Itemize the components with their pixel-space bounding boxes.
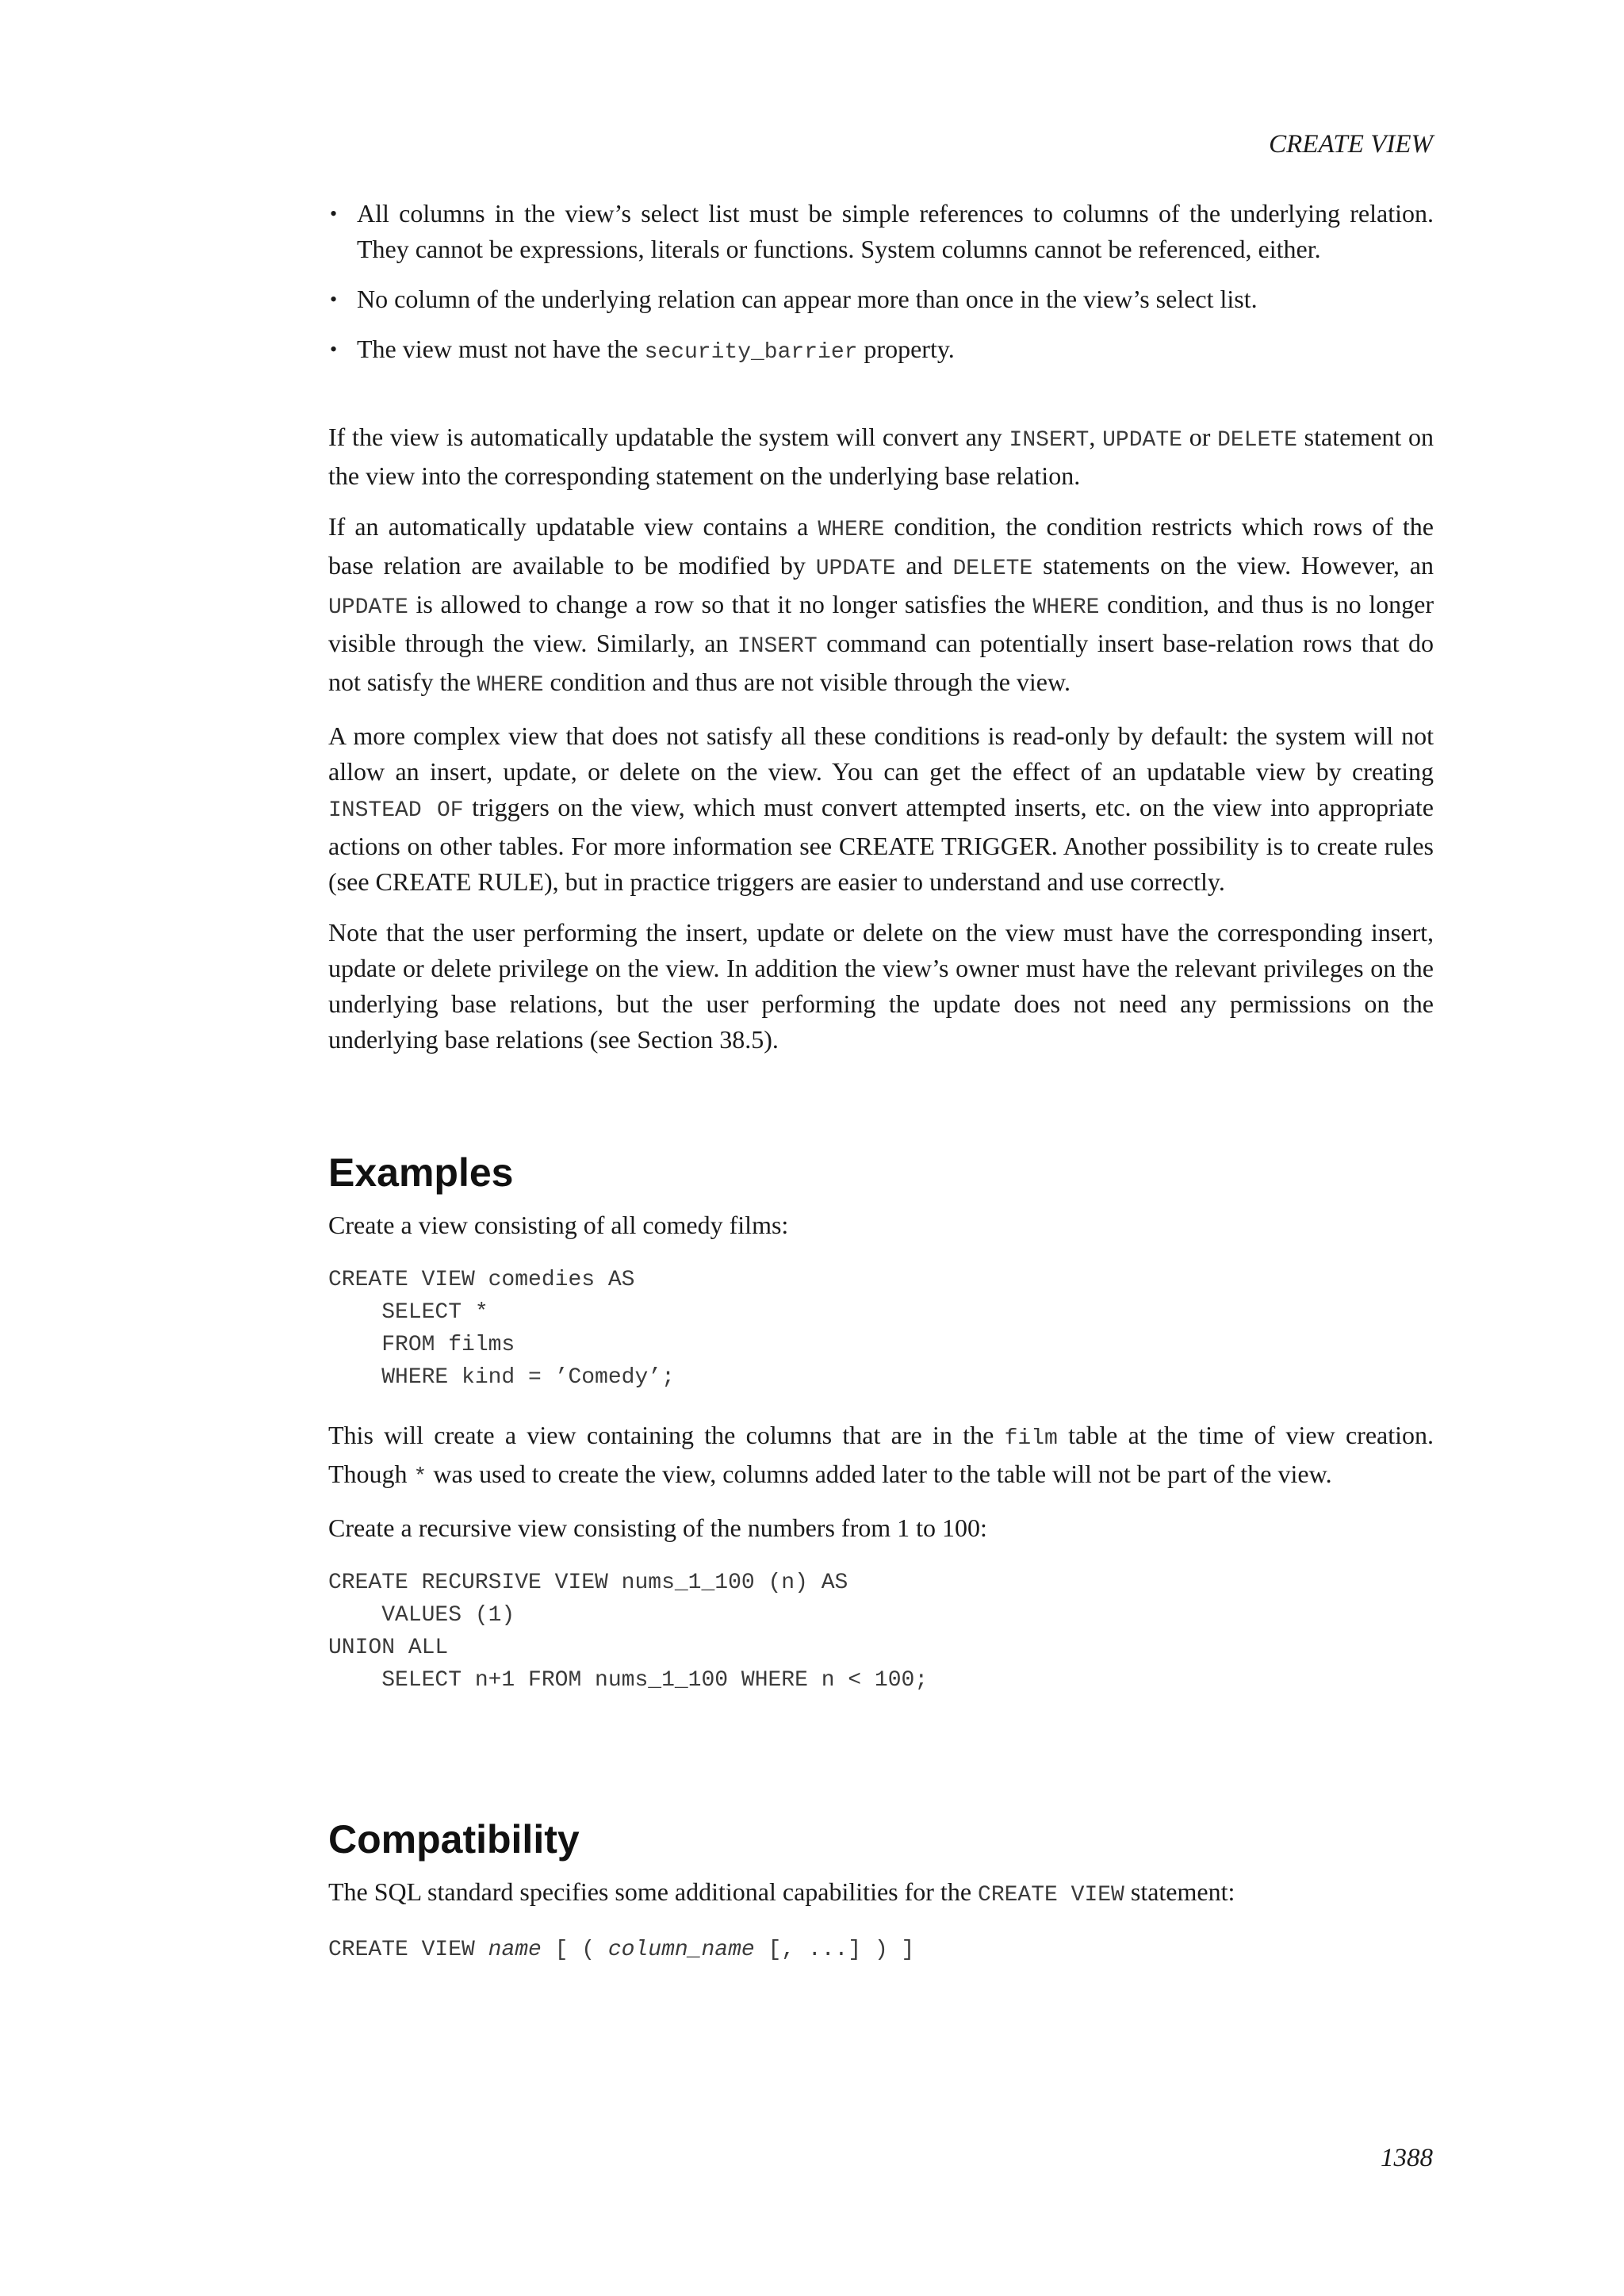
paragraph-complex-view [328,718,1434,900]
text-run: command can potentially insert base-relation rows that do not satisfy the [328,629,1434,696]
list-item-text: The view must not have the [357,335,645,363]
restriction-list [328,196,1434,370]
paragraph-film-columns [328,1418,1434,1495]
text-run: This will create a view containing the columns that are in the [328,1421,1005,1449]
list-item [328,331,1434,370]
page-content [328,196,1434,1966]
code-block-recursive: CREATE RECURSIVE VIEW nums_1_100 (n) AS VALUES (1) UNION ALL SELECT n+1 FROM nums_1_100 WHERE n < 100; [328,1571,929,1693]
list-item-text: property. [857,335,955,363]
spacer [328,1196,1434,1207]
text-run: The SQL standard specifies some additional capabilities for the [328,1877,979,1906]
compatibility-heading: Compatibility [328,1817,580,1862]
examples-intro-comedies: Create a view consisting of all comedy films: [328,1211,789,1239]
code-argument: column_name [607,1938,755,1962]
list-item-text: No column of the underlying relation can appear more than once in the view’s select list. [357,285,1258,313]
paragraph-where-condition [328,509,1434,703]
page-number: 1388 [1381,2144,1433,2172]
paragraph-privileges [328,915,1434,1058]
text-run: A more complex view that does not satisfy all these conditions is read-only by default: the system will not allow an insert, update, or delete on the view. You can get the effect of an updatable view by creating [328,721,1434,786]
code-text: [, ...] ) ] [754,1938,915,1962]
bullet-icon: • [330,202,338,225]
running-header: CREATE VIEW [1269,130,1433,159]
inline-code: INSERT [737,634,818,659]
text-run: Note that the user performing the insert, update or delete on the view must have the corresponding insert, update or delete privilege on the view. In addition the view’s owner must have the relevant privileges on the underlying base relations, but the user performing the update does not need any permissions on the underlying base relations (see Section 38.5). [328,918,1434,1054]
compatibility-intro [328,1874,1434,1913]
code-block-syntax [328,1934,1434,1966]
inline-code: WHERE [818,518,885,542]
inline-code: DELETE [1217,428,1297,453]
text-run: and [895,551,953,580]
text-run: condition and thus are not visible through the view. [543,668,1071,696]
text-run: was used to create the view, columns added later to the table will not be part of the view. [427,1460,1332,1488]
text-run: or [1182,423,1218,451]
bullet-icon: • [330,288,338,311]
inline-code: film [1004,1426,1058,1451]
inline-code: UPDATE [328,595,408,620]
inline-code: CREATE VIEW [978,1883,1124,1908]
text-run: If the view is automatically updatable the system will convert any [328,423,1009,451]
spacer [328,1394,1434,1418]
text-run: condition, the condition restricts which rows of the base relation are available to be modified by [328,512,1434,580]
text-run: statement: [1124,1877,1235,1906]
list-item [328,196,1434,267]
spacer [328,385,1434,419]
inline-code: WHERE [1032,595,1100,620]
text-run: statement on the view into the corresponding statement on the underlying base relation. [328,423,1434,490]
text-run: triggers on the view, which must convert attempted inserts, etc. on the view into appropriate actions on other tables. For more information see CREATE TRIGGER. Another possibility is to create rules (see CREATE RULE), but in practice triggers are easier to understand and use correctly. [328,793,1434,896]
examples-heading: Examples [328,1150,514,1195]
inline-code: UPDATE [815,557,896,581]
inline-code: UPDATE [1102,428,1182,453]
code-text: [ ( [541,1938,608,1962]
paragraph-updatable-conversion [328,419,1434,494]
text-run: statements on the view. However, an [1032,551,1434,580]
code-text: CREATE VIEW [328,1938,488,1962]
inline-code: INSTEAD OF [328,798,464,823]
text-run: table at the time of view creation. Though [328,1421,1434,1488]
list-item [328,281,1434,317]
inline-code: INSERT [1009,428,1090,453]
bullet-icon: • [330,338,338,361]
spacer [328,1073,1434,1149]
inline-code: WHERE [477,673,544,698]
code-argument: name [488,1938,542,1962]
inline-code: * [413,1465,427,1490]
spacer [328,1697,1434,1816]
examples-intro-recursive: Create a recursive view consisting of the numbers from 1 to 100: [328,1513,987,1542]
text-run: , [1089,423,1103,451]
text-run: condition, and thus is no longer visible through the view. Similarly, an [328,590,1434,657]
inline-code: security_barrier [644,340,858,365]
spacer [328,1863,1434,1874]
list-item-text: All columns in the view’s select list must be simple references to columns of the underlying relation. They cannot be expressions, literals or functions. System columns cannot be referenced, either. [357,199,1434,263]
text-run: If an automatically updatable view contains a [328,512,818,541]
code-block-comedies: CREATE VIEW comedies AS SELECT * FROM films WHERE kind = ’Comedy’; [328,1268,675,1390]
text-run: is allowed to change a row so that it no longer satisfies the [408,590,1033,618]
inline-code: DELETE [952,557,1033,581]
